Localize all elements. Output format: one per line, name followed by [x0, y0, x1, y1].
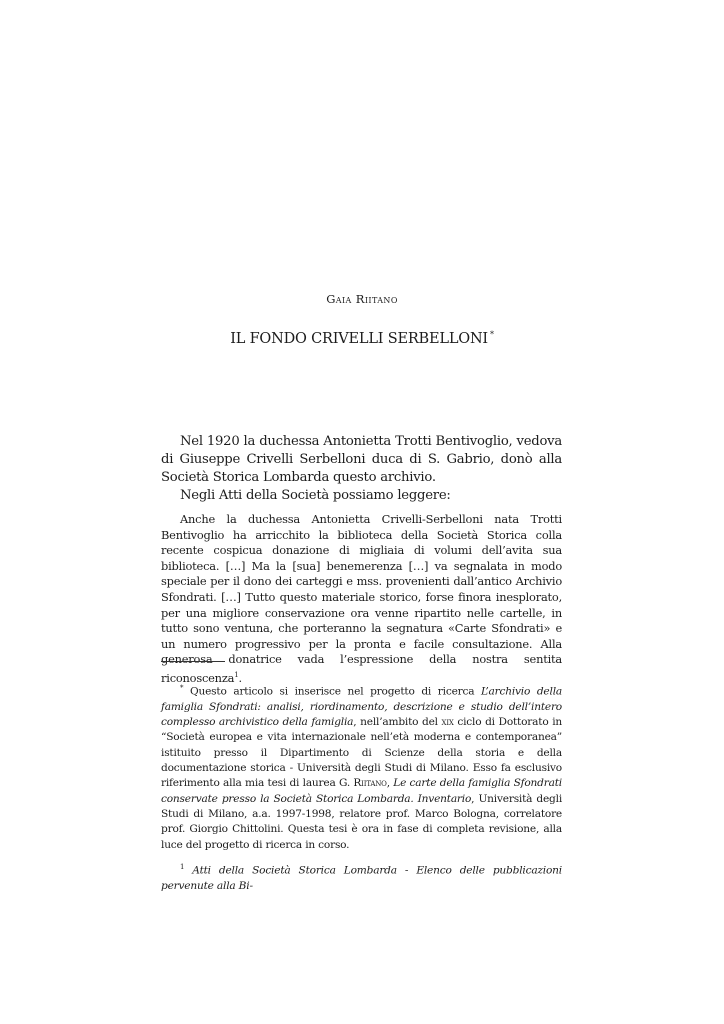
quote-footnote-ref[interactable]: 1: [234, 670, 239, 679]
body-paragraph-1: Nel 1920 la duchessa Antonietta Trotti Bentivoglio, vedova di Giuseppe Crivelli Serbelloni duca di S. Gabrio, donò alla Società Storica Lombarda questo archivio.: [161, 434, 562, 485]
author-first-name: Gaia: [326, 292, 352, 306]
footnotes: [161, 681, 562, 894]
footnote-1-text-d: ,: [386, 777, 394, 790]
body-text: [161, 433, 562, 505]
footnote-1-text-a: Questo articolo si inserisce nel progetto di ricerca: [183, 685, 482, 698]
author-last-name: Riitano: [355, 292, 398, 306]
article-title: [0, 330, 724, 347]
title-footnote-mark[interactable]: *: [489, 330, 494, 339]
footnote-1-text-e: , Università degli Studi di Milano, a.a. 1997-1998, relatore prof. Marco Bologna, correlatore prof. Giorgio Chittolini. Questa tesi è ora in fase di completa revisione, alla luce del progetto di ricerca in corso.: [161, 792, 563, 851]
footnote-1-thesis-title: Le carte della famiglia Sfondrati conservate presso la Società Storica Lombarda. Inventario: [161, 777, 562, 805]
footnote-1-mark: *: [180, 684, 184, 692]
body-paragraph-2: Negli Atti della Società possiamo leggere:: [180, 488, 451, 503]
footnote-2-text: Atti della Società Storica Lombarda - Elenco delle pubblicazioni pervenute alla Bi-: [161, 864, 562, 892]
footnote-1-text-c: ciclo di Dottorato in “Società europea e vita internazionale nell’età moderna e contemporanea” istituito presso il Dipartimento di Scienze della storia e della documentazione storica - Università degli Studi di Milano. Esso fa esclusivo riferimento alla mia tesi di laurea G.: [161, 716, 562, 790]
quote-text: Anche la duchessa Antonietta Crivelli-Serbelloni nata Trotti Bentivoglio ha arricchito la biblioteca della Società Storica colla recente cospicua donazione di migliaia di volumi dell’avita sua biblioteca. […] Ma la [sua] benemerenza […] va segnalata in modo speciale per il dono dei carteggi e mss. provenienti dall’antico Archivio Sfondrati. […] Tutto questo materiale storico, forse finora inesplorato, per una migliore conservazione ora venne ripartito nelle cartelle, in tutto sono ventuna, che porteranno la segnatura «Carte Sfondrati» e un numero progressivo per la pronta e facile consultazione. Alla generosa donatrice vada l’espressione della nostra sentita riconoscenza: [161, 512, 562, 685]
footnote-2-mark: 1: [180, 862, 185, 871]
footnote-divider: [161, 661, 225, 662]
footnote-1-author: Riitano: [353, 777, 387, 790]
footnote-1-text-b: , nell’ambito del: [353, 716, 442, 729]
footnote-1-cycle-number: xix: [441, 716, 454, 729]
quote-paragraph: Anche la duchessa Antonietta Crivelli-Serbelloni nata Trotti Bentivoglio ha arricchito la biblioteca della Società Storica colla recente cospicua donazione di migliaia di volumi dell’avita sua biblioteca. […] Ma la [sua] benemerenza […] va segnalata in modo speciale per il dono dei carteggi e mss. provenienti dall’antico Archivio Sfondrati. […] Tutto questo materiale storico, forse finora inesplorato, per una migliore conservazione ora venne ripartito nelle cartelle, in tutto sono ventuna, che porteranno la segnatura «Carte Sfondrati» e un numero progressivo per la pronta e facile consultazione. Alla generosa donatrice vada l’espressione della nostra sentita riconoscenza$^1$.: [161, 512, 562, 685]
footnote-1-project-title: L’archivio della famiglia Sfondrati: analisi, riordinamento, descrizione e studio dell’intero complesso archivistico della famiglia: [161, 685, 562, 729]
article-title-text: IL FONDO CRIVELLI SERBELLONI: [230, 330, 488, 347]
author-name: [0, 292, 724, 306]
footnote-2: [161, 860, 562, 894]
footnote-1: [161, 681, 562, 853]
